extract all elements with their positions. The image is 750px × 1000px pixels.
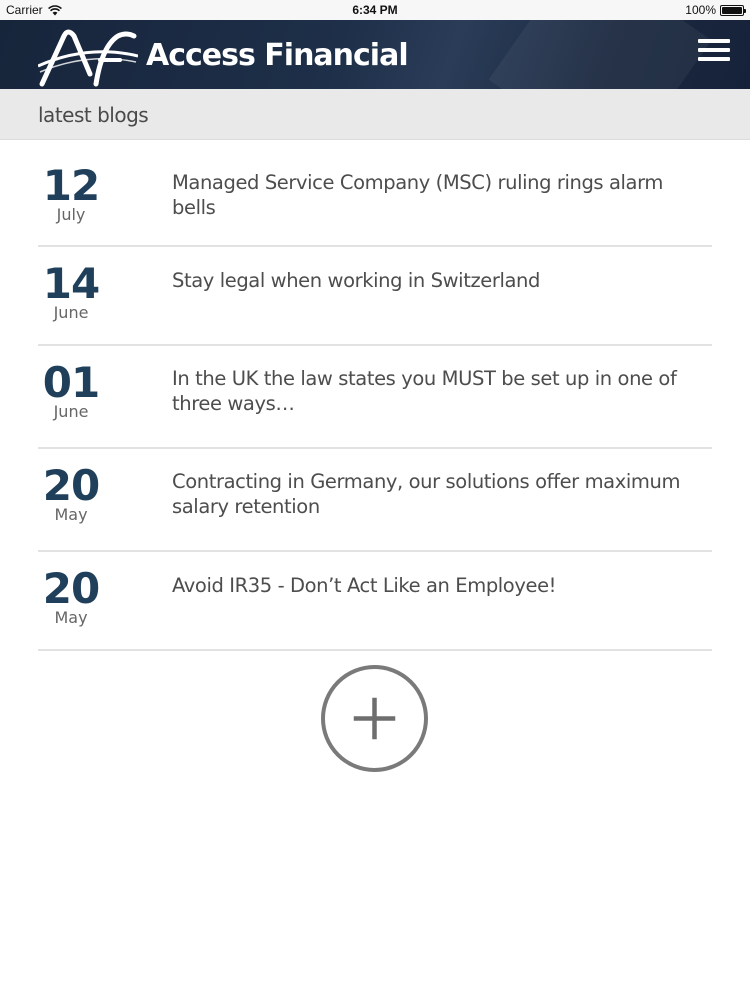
battery-percent: 100% — [685, 3, 716, 17]
blog-day: 12 — [42, 161, 100, 210]
blog-month: May — [54, 608, 88, 627]
blog-list — [38, 140, 712, 651]
blog-list-item[interactable] — [38, 552, 712, 651]
section-title: latest blogs — [38, 103, 149, 127]
blog-month: July — [56, 205, 86, 224]
carrier-label: Carrier — [6, 3, 43, 17]
blog-month: May — [54, 505, 88, 524]
blog-day: 01 — [42, 358, 100, 407]
blog-month: June — [53, 402, 89, 421]
blog-date — [38, 161, 104, 224]
blog-list-item[interactable] — [38, 449, 712, 552]
status-time: 6:34 PM — [352, 3, 398, 17]
blog-list-item[interactable] — [38, 140, 712, 247]
header-decoration — [489, 20, 712, 89]
blog-title[interactable]: Managed Service Company (MSC) ruling rings alarm bells — [172, 171, 663, 219]
blog-day: 20 — [42, 564, 100, 613]
battery-icon — [720, 5, 744, 16]
blog-list-item[interactable] — [38, 247, 712, 346]
plus-circle-icon — [325, 669, 424, 768]
blog-date — [38, 564, 104, 627]
blog-date — [38, 461, 104, 524]
app-header — [0, 20, 750, 89]
menu-line — [698, 48, 730, 52]
menu-line — [698, 57, 730, 61]
blog-title[interactable]: In the UK the law states you MUST be set up in one of three ways… — [172, 367, 677, 415]
blog-day: 20 — [42, 461, 100, 510]
blog-date — [38, 358, 104, 421]
blog-title[interactable]: Stay legal when working in Switzerland — [172, 269, 540, 292]
section-header — [0, 89, 750, 140]
battery-indicator — [685, 3, 744, 17]
brand-name: Access Financial — [146, 38, 408, 73]
blog-title[interactable]: Avoid IR35 - Don’t Act Like an Employee! — [172, 574, 557, 597]
blog-date — [38, 259, 104, 322]
load-more-button[interactable] — [321, 665, 428, 772]
menu-line — [698, 39, 730, 43]
hamburger-menu-icon[interactable] — [698, 39, 732, 63]
battery-fill — [722, 7, 742, 14]
blog-list-item[interactable] — [38, 346, 712, 449]
blog-day: 14 — [42, 259, 100, 308]
status-bar — [0, 0, 750, 20]
blog-month: June — [53, 303, 89, 322]
blog-title[interactable]: Contracting in Germany, our solutions offer maximum salary retention — [172, 470, 681, 518]
af-monogram-logo-icon — [38, 26, 138, 88]
